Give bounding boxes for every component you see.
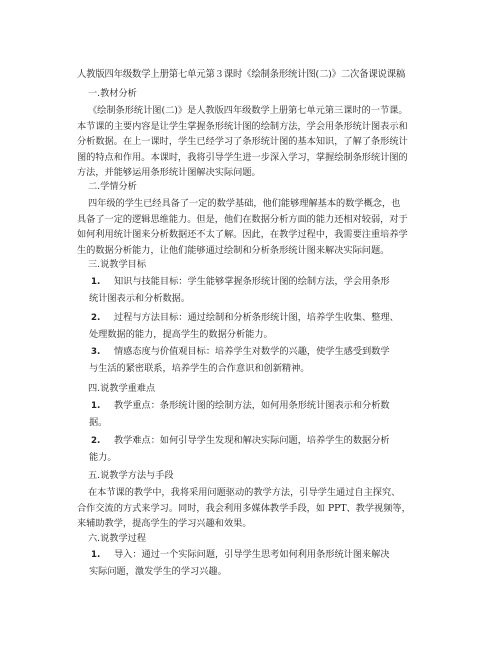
- item-text-continued: 能力。: [89, 451, 117, 463]
- paragraph-line: 分析数据。在上一课时，学生已经学习了条形统计图的基本知识，了解了条形统计: [77, 136, 408, 147]
- item-number: 2.: [91, 313, 101, 323]
- item-text: 情感态度与价值观目标：培养学生对数学的兴趣，使学生感受到数学: [114, 346, 390, 357]
- item-text: 教学重点：条形统计图的绘制方法，如何用条形统计图表示和分析数: [114, 400, 390, 411]
- paragraph-line: 在本节课的教学中，我将采用问题驱动的教学方法，引导学生通过自主探究、: [88, 487, 401, 498]
- paragraph-line: 来辅助教学，提高学生的学习兴趣和效果。: [77, 518, 252, 529]
- paragraph-line: 合作交流的方式来学习。同时，我会利用多媒体教学手段，如 PPT、教学视频等，: [77, 502, 411, 514]
- item-number: 1.: [91, 401, 101, 411]
- paragraph-line: 方法，并能够运用条形统计图解决实际问题。: [77, 167, 261, 178]
- item-number: 1.: [91, 550, 101, 560]
- item-text-continued: 处理数据的能力，提高学生的数据分析能力。: [89, 328, 273, 340]
- goal-item: [91, 310, 431, 342]
- paragraph-line: 如何利用统计图来分析数据还不太了解。因此，在教学过程中，我需要注重培养学: [77, 229, 408, 240]
- document-title: 人教版四年级数学上册第七单元第３课时《绘制条形统计图(二)》二次备课说课稿: [77, 69, 406, 80]
- key-point-item: [91, 433, 431, 465]
- section-heading-textbook-analysis: 一.教材分析: [88, 88, 137, 99]
- paragraph-line: 四年级的学生已经具备了一定的数学基础，他们能够理解基本的数学概念，也: [88, 198, 401, 209]
- item-text-continued: 据。: [89, 416, 108, 428]
- item-number: 2.: [91, 436, 101, 446]
- paragraph-line: 本节课的主要内容是让学生掌握条形统计图的绘制方法，学会用条形统计图表示和: [77, 120, 408, 132]
- item-text-continued: 与生活的紧密联系，培养学生的合作意识和创新精神。: [89, 362, 310, 374]
- section-heading-teaching-methods: 五.说教学方法与手段: [88, 470, 174, 481]
- section-heading-key-points: 四.说教学重难点: [88, 383, 156, 394]
- paragraph-line: 图的特点和作用。本课时，我将引导学生进一步深入学习，掌握绘制条形统计图的: [77, 151, 408, 163]
- item-text: 导入：通过一个实际问题，引导学生思考如何利用条形统计图来解决: [114, 549, 390, 560]
- key-point-item: [91, 398, 431, 430]
- section-heading-teaching-goals: 三.说教学目标: [88, 259, 147, 270]
- paragraph-line: 《绘制条形统计图(二)》是人教版四年级数学上册第七单元第三课时的一节课。: [88, 105, 408, 116]
- item-text: 过程与方法目标：通过绘制和分析条形统计图，培养学生收集、整理、: [114, 312, 399, 323]
- item-text-continued: 实际问题，激发学生的学习兴趣。: [89, 565, 227, 577]
- paragraph-teaching-methods: [77, 485, 429, 532]
- paragraph-student-analysis: [77, 196, 429, 258]
- paragraph-textbook-analysis: [77, 103, 429, 181]
- process-item: [91, 547, 431, 579]
- item-number: 3.: [91, 347, 101, 357]
- item-text: 知识与技能目标：学生能够掌握条形统计图的绘制方法，学会用条形: [114, 276, 390, 287]
- item-text: 教学难点：如何引导学生发现和解决实际问题，培养学生的数据分析: [114, 435, 390, 446]
- goal-item: [91, 274, 431, 306]
- section-heading-teaching-process: 六.说教学过程: [88, 533, 147, 544]
- item-text-continued: 统计图表示和分析数据。: [89, 292, 191, 304]
- goal-item: [91, 344, 431, 376]
- section-heading-student-analysis: 二.学情分析: [88, 181, 137, 192]
- paragraph-line: 生的数据分析能力，让他们能够通过绘制和分析条形统计图来解决实际问题。: [77, 244, 390, 256]
- paragraph-line: 具备了一定的逻辑思维能力。但是，他们在数据分析方面的能力还相对较弱，对于: [77, 213, 408, 225]
- item-number: 1.: [91, 277, 101, 287]
